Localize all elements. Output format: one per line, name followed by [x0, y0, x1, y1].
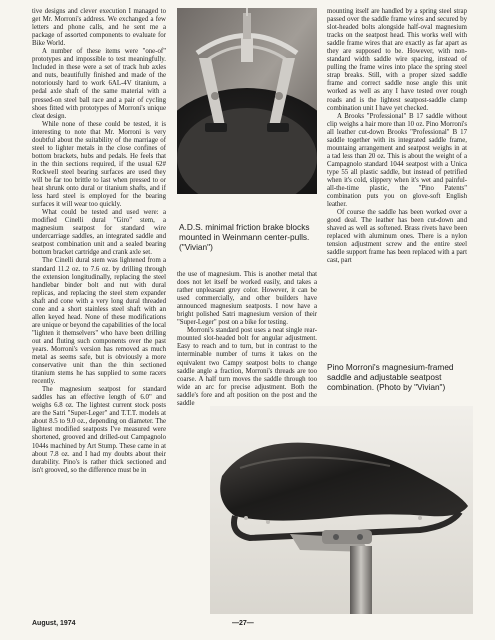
footer-date: August, 1974	[32, 620, 76, 627]
saddle-photo-caption: Pino Morroni's magnesium-framed saddle and adjustable seatpost combination. (Photo by "Vivian")	[327, 362, 454, 393]
paragraph: Morroni's standard post uses a neat single rear-mounted slot-headed bolt for angular adjustment. Easy to reach and to turn, but in contrast to the interminable number of turns it takes on the equivalent two Campy seatpost bolts to change saddle angle a fraction, Morroni's threads are too coarse. A half turn moves the saddle through too wide an arc for precise adjustment. Both the saddle's fore and aft position on the post and the saddle	[177, 327, 317, 407]
paragraph: A Brooks "Professional" B 17 saddle without clip weighs a hair more than 10 oz. Pino Morroni's all leather cut-down Brooks "Professional" B 17 saddle together with its integrated saddle frame, mountaing arrangement and seatpost weighs in at a tad less than 20 oz. This is about the weight of a Campagnolo standard 1044 seatpost with a Unica type 55 all plastic saddle, but instead of petrified when it's cold, slippery when it's wet and painful-all-the-time plastic, the "Pino Patents" combination puts you on glove-soft English leather.	[327, 112, 467, 209]
text-column-right	[327, 8, 467, 352]
saddle-photo	[210, 406, 473, 614]
paragraph: tive designs and clever execution I managed to get Mr. Morroni's address. We exchanged a few letters and phone calls, and he sent me a package of assorted components to evaluate for Bike World.	[32, 8, 166, 48]
paragraph: the use of magnesium. This is another metal that does not let itself be worked easily, and takes a rather unpleasant grey color. However, it can be used commercially, and other builders have announced magnesium seatposts. I now have a bright polished Satri magnesium version of their "Super-Leger" post on a bike for testing.	[177, 271, 317, 327]
paragraph: The magnesium seatpost for standard saddles has an effective length of 6.0" and weighs 6.8 oz. The lightest current stock posts are the Satri "Super-Leger" and T.T.T. models at about 8.5 to 9.0 oz., depending on diameter. The lightest modified seatposts I've measured were shortened, grooved and drilled-out Campagnolo 1044s machined by Art Stump. These came in at about 7.8 oz. and I had my doubts about their durability. Pino's is rather thick sectioned and isn't grooved, so the difference must be in	[32, 386, 166, 474]
brake-photo-caption: A.D.S. minimal friction brake blocks mounted in Weinmann center-pulls. ("Vivian")	[179, 222, 310, 253]
paragraph: mounting itself are handled by a spring steel strap passed over the saddle frame wires and secured by slot-headed bolts alongside half-oval magnesium tracks on the seatpost head. This works well with saddle frame wires that are exactly as far apart as they are supposed to be. However, with non-standard width saddle wire spacing, instead of pulling the frame wires into place the spring steel strap breaks. Still, with a proper sized saddle frame and correct saddle nose angle this unit worked as well as any I have tested over rough roads and is the lightest seatpost-saddle clamp combination unit I have yet checked.	[327, 8, 467, 112]
paragraph: A number of these items were "one-of" prototypes and impossible to test meaningfully. Included in these were a set of track hub axles and nuts, beautifully finished and made of the notoriously hard to work 6AL-4V titanium, a pedal axle shaft of the same material with a pressed-on steel ball race and a pair of cycling shoes fitted with prototypes of Morroni's unique cleat design.	[32, 48, 166, 120]
paragraph: Of course the saddle has been worked over a good deal. The leather has been cut-down and shaved as well as softened. Brass rivets have been replaced with aluminum ones. There is a nylon tension adjustment screw and the entire steel saddle support frame has been replaced with a part cast, part	[327, 209, 467, 265]
page-number: —27—	[232, 620, 254, 627]
saddle-illustration	[210, 406, 473, 614]
paragraph: While none of these could be tested, it is interesting to note that Mr. Morroni is very doubtful about the suitability of the marriage of steel to lighter metals in the close confines of bottom brackets, hubs and pedals. He feels that in the thin sections required, if the usual 62# Rockwell steel bearing surfaces are used they will be far too brittle to last when pressed to or heat shrunk onto dural or titanium shafts, and if less hard steel is employed for the bearing surfaces it will wear too quickly.	[32, 120, 166, 209]
paragraph: The Cinelli dural stem was lightened from a standard 11.2 oz. to 7.6 oz. by drilling through the extension longitudinally, replacing the steel handlebar binder bolt and nut with dural replicas, and replacing the steel stem expander shaft and cone with a very long dural threaded cone and a short stainless steel shaft with an allen keyed head. None of these modifications are unique or beyond the capabilities of the local "lighten it themselvers" who have been drilling out and fluting such components over the past years. Morroni's version has removed as much metal as seems safe, but is obviously a more conservative unit than the thin sectioned titanium stems he has supplied to some racers recently.	[32, 257, 166, 386]
brake-illustration	[177, 8, 317, 194]
text-column-left	[32, 8, 166, 605]
paragraph: What could be tested and used were: a modified Cinelli dural "Giro" stem, a magnesium seatpost for standard wire undercarriage saddles, an integrated saddle and seatpost combination unit and a sealed bearing bottom bracket cartridge and crank axle set.	[32, 209, 166, 257]
brake-photo	[177, 8, 317, 194]
